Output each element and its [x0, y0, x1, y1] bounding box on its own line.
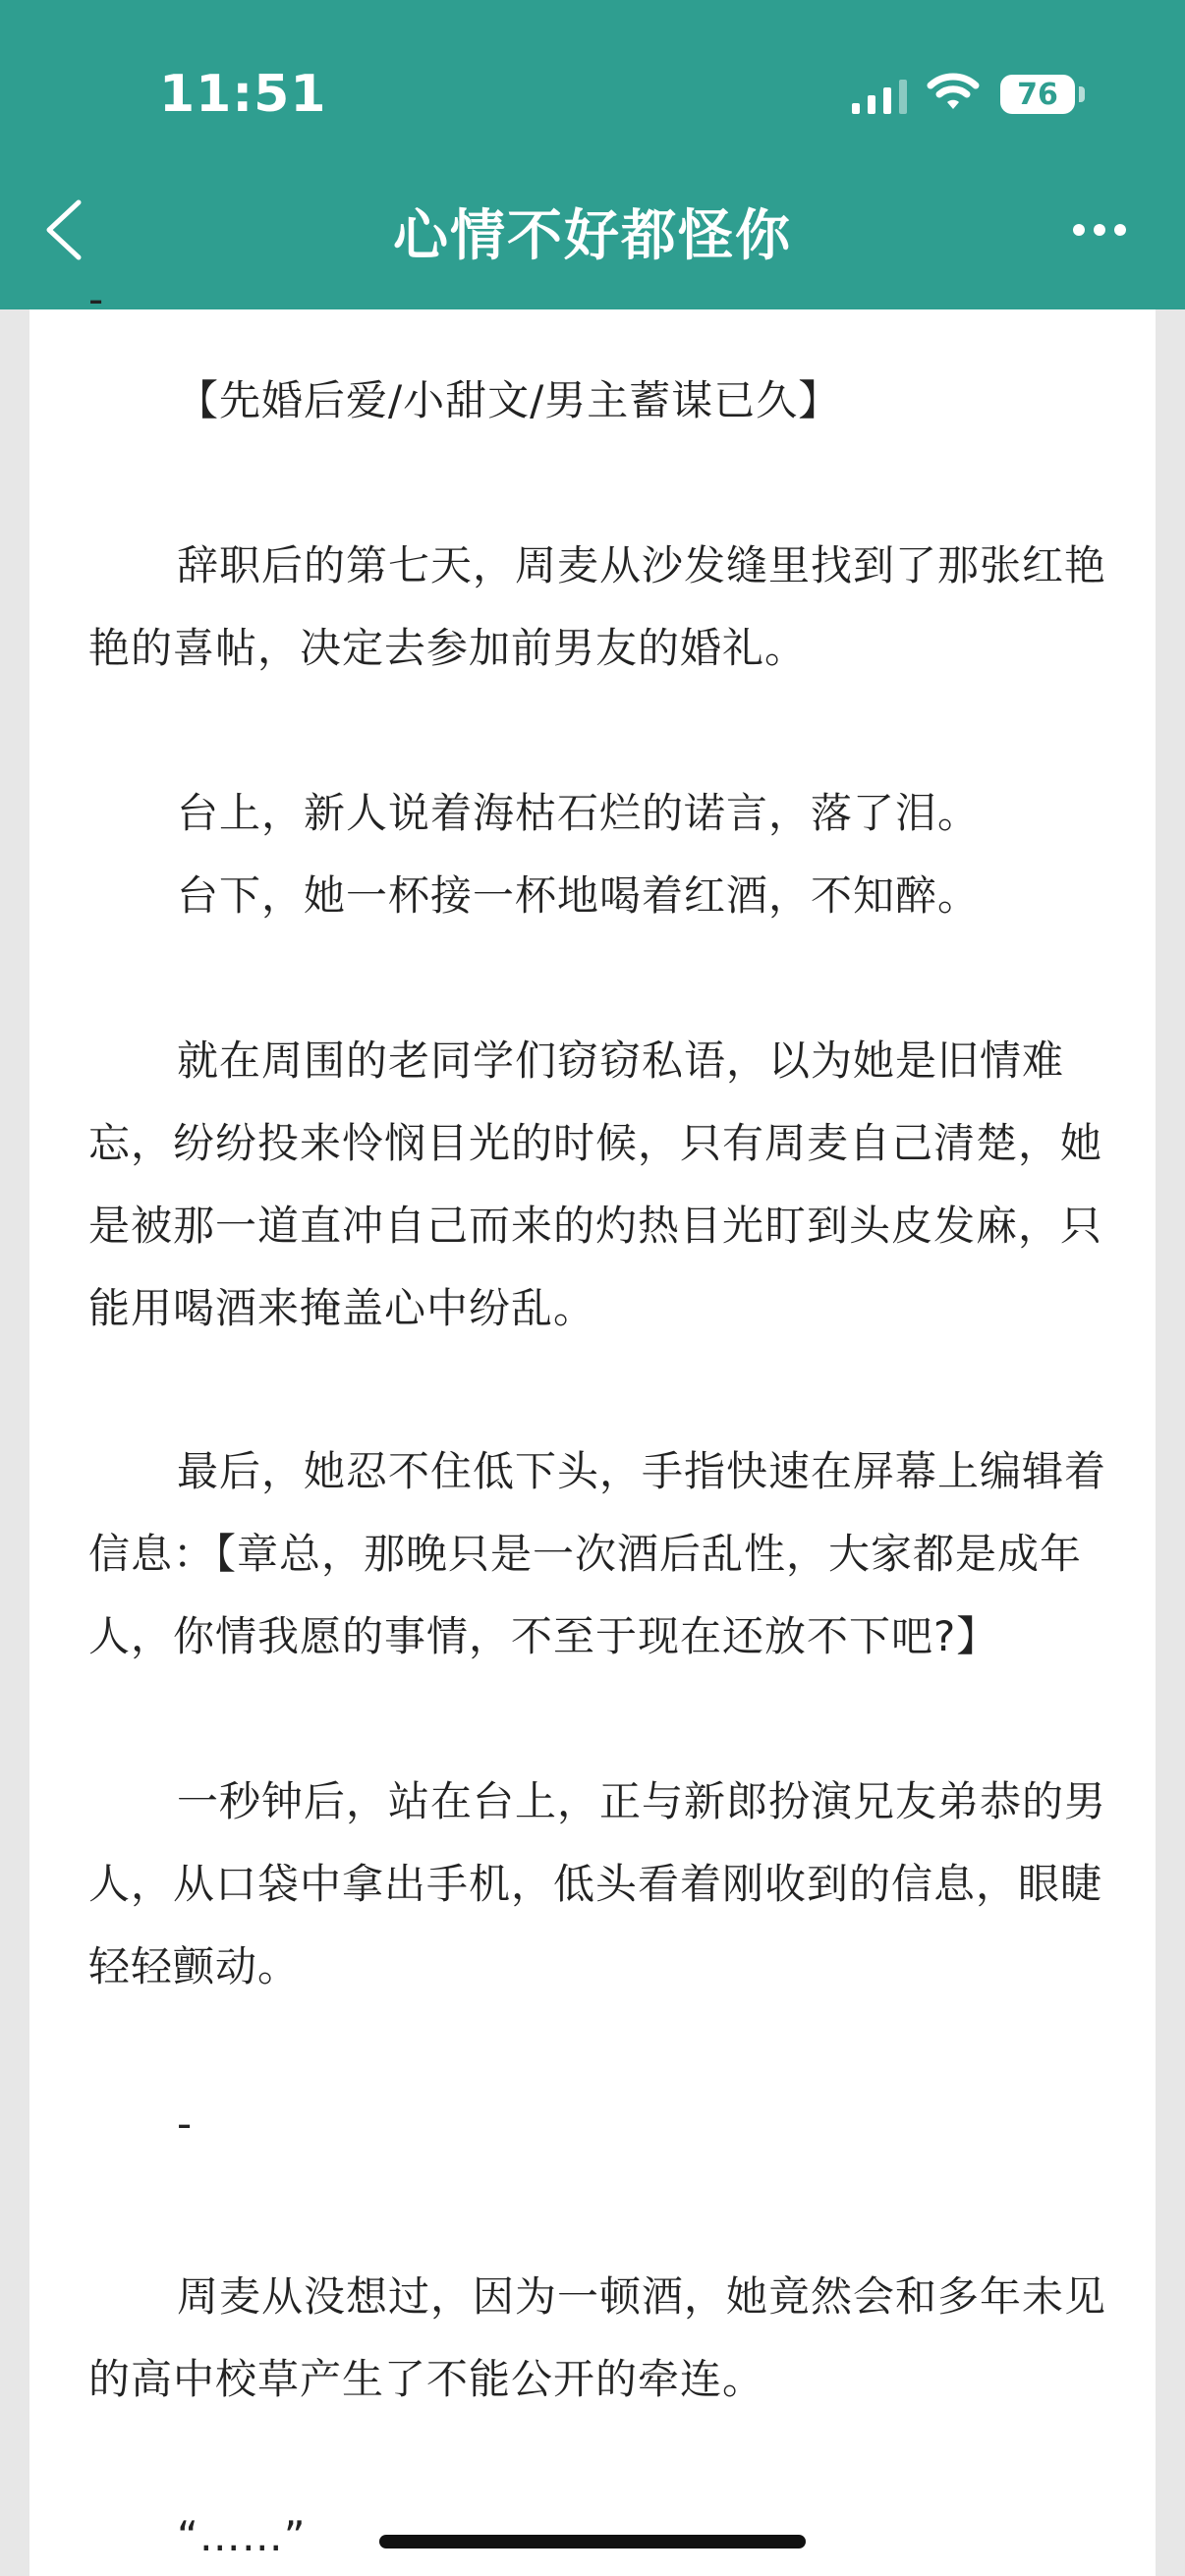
- article-content: [29, 275, 1156, 2576]
- article-line: -: [177, 2100, 194, 2148]
- article-line: 人，你情我愿的事情，不至于现在还放不下吧?】: [88, 1612, 999, 1660]
- battery-icon: [1000, 75, 1075, 114]
- battery-cap: [1079, 86, 1085, 102]
- article-line: 台下，她一杯接一杯地喝着红酒，不知醉。: [177, 871, 981, 920]
- article-line: 信息：【章总，那晚只是一次酒后乱性，大家都是成年: [88, 1530, 1083, 1578]
- article-line: 【先婚后爱/小甜文/男主蓄谋已久】: [177, 376, 841, 424]
- article-line: 辞职后的第七天，周麦从沙发缝里找到了那张红艳: [177, 541, 1107, 589]
- article-line: 一秒钟后，站在台上，正与新郎扮演兄友弟恭的男: [177, 1777, 1107, 1825]
- chevron-left-icon[interactable]: [39, 196, 94, 263]
- article-line: 能用喝酒来掩盖心中纷乱。: [88, 1284, 596, 1332]
- article-line: 最后，她忍不住低下头，手指快速在屏幕上编辑着: [177, 1447, 1107, 1495]
- article-line: “……”: [177, 2512, 307, 2560]
- top-app-bar: [0, 0, 1185, 309]
- more-horizontal-icon[interactable]: [1071, 218, 1128, 242]
- article-line: 就在周围的老同学们窃窃私语，以为她是旧情难: [177, 1036, 1065, 1085]
- wifi-icon: [926, 71, 981, 114]
- article-line: 人，从口袋中拿出手机，低头看着刚收到的信息，眼睫: [88, 1860, 1103, 1908]
- article-line: 是被那一道直冲自己而来的灼热目光盯到头皮发麻，只: [88, 1202, 1103, 1250]
- article-line: 轻轻颤动。: [88, 1942, 301, 1990]
- cellular-signal-icon: [850, 75, 909, 116]
- article-line: -: [88, 275, 105, 323]
- article-line: 周麦从没想过，因为一顿酒，她竟然会和多年未见: [177, 2272, 1107, 2321]
- home-indicator: [379, 2535, 806, 2548]
- article-line: 忘，纷纷投来怜悯目光的时候，只有周麦自己清楚，她: [88, 1119, 1103, 1167]
- article-line: 的高中校草产生了不能公开的牵连。: [88, 2355, 765, 2403]
- status-time: 11:51: [159, 65, 327, 124]
- battery-level: 76: [1017, 77, 1058, 112]
- article-line: 台上，新人说着海枯石烂的诺言，落了泪。: [177, 789, 981, 837]
- page-title: 心情不好都怪你: [393, 204, 792, 268]
- article-line: 艳的喜帖，决定去参加前男友的婚礼。: [88, 624, 808, 672]
